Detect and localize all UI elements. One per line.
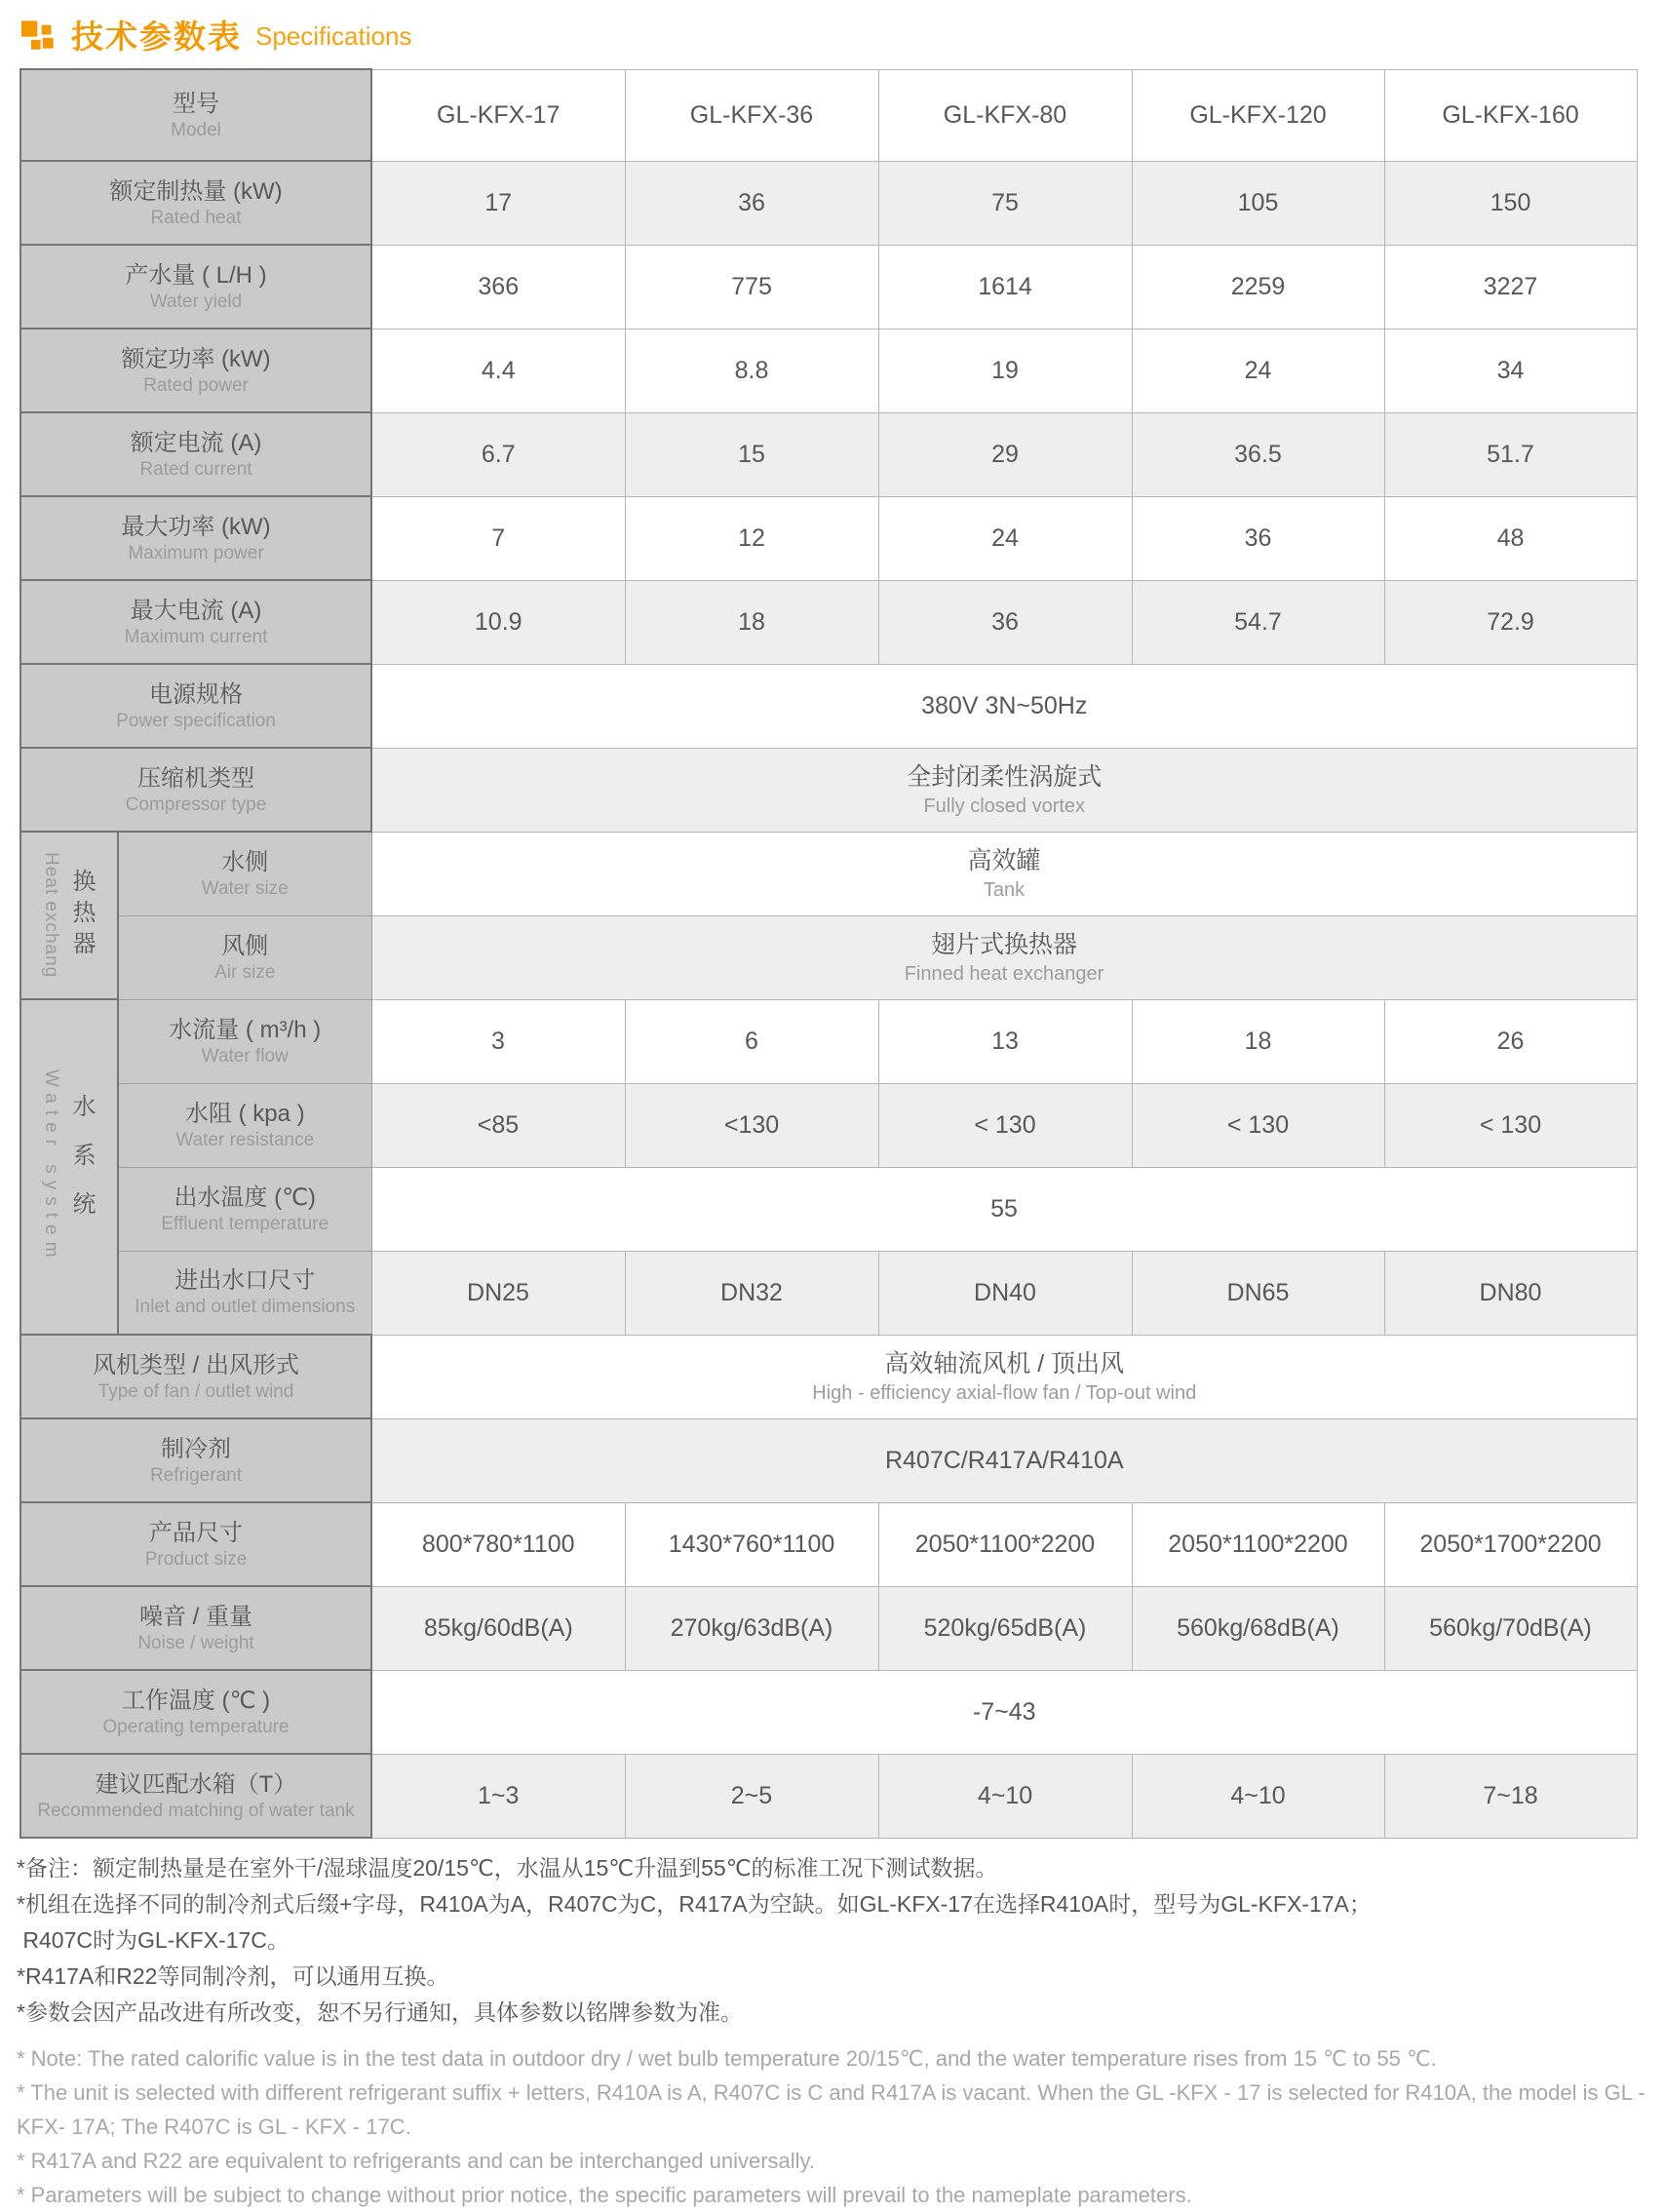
span-value-cn: 55 xyxy=(990,1194,1018,1222)
cell-inlet-outlet-dimensions-col3: DN40 xyxy=(878,1251,1132,1335)
cell-refrigerant-span xyxy=(371,1418,1637,1502)
cell-rated-current-col4: 36.5 xyxy=(1132,412,1384,496)
span-value-cn: 翅片式换热器 xyxy=(930,930,1077,958)
span-value-en: Tank xyxy=(983,878,1026,901)
row-label-water-yield xyxy=(20,245,371,329)
table-row-rated-heat xyxy=(20,161,1637,245)
row-label-inlet-outlet-dimensions xyxy=(118,1251,371,1335)
cell-noise-weight-col3: 520kg/65dB(A) xyxy=(878,1586,1132,1670)
row-label-water-resistance xyxy=(118,1083,371,1167)
cell-water-yield-col2: 775 xyxy=(625,245,878,329)
row-label-en: Recommended matching of water tank xyxy=(37,1800,355,1821)
page-title-cn: 技术参数表 xyxy=(71,18,242,55)
cell-water-flow-col1: 3 xyxy=(371,999,625,1083)
table-row-refrigerant xyxy=(20,1418,1637,1502)
row-label-max-current xyxy=(20,580,371,664)
cell-rated-current-col1: 6.7 xyxy=(371,412,625,496)
row-label-rated-power xyxy=(20,329,371,412)
table-row-rated-power xyxy=(20,329,1637,412)
cell-rated-power-col4: 24 xyxy=(1132,329,1384,412)
cell-model-col1: GL-KFX-17 xyxy=(371,69,625,161)
cell-rated-current-col2: 15 xyxy=(625,412,878,496)
span-value-cn: R407C/R417A/R410A xyxy=(884,1446,1124,1474)
group-cell-water-system xyxy=(20,999,118,1335)
spec-table xyxy=(19,68,1638,1839)
row-label-cn: 额定电流 (A) xyxy=(130,429,262,456)
table-row-compressor-type xyxy=(20,748,1637,832)
cell-model-col4: GL-KFX-120 xyxy=(1132,69,1384,161)
row-label-power-spec xyxy=(20,664,371,748)
cell-noise-weight-col5: 560kg/70dB(A) xyxy=(1384,1586,1637,1670)
cell-max-power-col2: 12 xyxy=(625,496,878,580)
row-label-en: Rated power xyxy=(143,374,249,396)
table-row-max-power xyxy=(20,496,1637,580)
footnote-en-line-2: * The unit is selected with different refrigerant suffix + letters, R410A is A, R407C is C and R417A is vacant. When the GL -KFX - 17 is selected for R410A, the model is GL - KFX- 17A; The R407C is GL - KFX - 17C. xyxy=(17,2080,1651,2139)
row-label-effluent-temperature xyxy=(118,1167,371,1251)
cell-product-size-col2: 1430*760*1100 xyxy=(625,1502,878,1586)
cell-water-resistance-col4: < 130 xyxy=(1132,1083,1384,1167)
cell-model-col3: GL-KFX-80 xyxy=(878,69,1132,161)
group-label-cn: 换热器 xyxy=(68,869,95,962)
cell-recommended-tank-col5: 7~18 xyxy=(1384,1754,1637,1838)
cell-product-size-col4: 2050*1100*2200 xyxy=(1132,1502,1384,1586)
row-label-model xyxy=(20,69,371,161)
cell-water-yield-col4: 2259 xyxy=(1132,245,1384,329)
table-row-effluent-temperature xyxy=(20,1167,1637,1251)
row-label-water-flow xyxy=(118,999,371,1083)
cell-max-power-col4: 36 xyxy=(1132,496,1384,580)
cell-max-current-col1: 10.9 xyxy=(371,580,625,664)
footnote-en-line-1: * Note: The rated calorific value is in the test data in outdoor dry / wet bulb temperature 20/15℃, and the water temperature rises from 15 ℃ to 55 ℃. xyxy=(17,2046,1437,2071)
row-label-en: Compressor type xyxy=(125,794,267,815)
cell-water-yield-col5: 3227 xyxy=(1384,245,1637,329)
footnote-cn-line-3: R407C时为GL-KFX-17C。 xyxy=(17,1927,290,1953)
row-label-cn: 额定功率 (kW) xyxy=(121,345,271,372)
cell-model-col2: GL-KFX-36 xyxy=(625,69,878,161)
row-label-cn: 出水温度 (℃) xyxy=(174,1184,317,1211)
cell-rated-current-col5: 51.7 xyxy=(1384,412,1637,496)
row-label-cn: 电源规格 xyxy=(149,680,243,708)
cell-rated-heat-col5: 150 xyxy=(1384,161,1637,245)
cell-max-current-col4: 54.7 xyxy=(1132,580,1384,664)
cell-water-resistance-col2: <130 xyxy=(625,1083,878,1167)
row-label-en: Refrigerant xyxy=(150,1464,242,1486)
table-row-water-flow xyxy=(20,999,1637,1083)
row-label-en: Type of fan / outlet wind xyxy=(97,1380,294,1402)
table-row-inlet-outlet-dimensions xyxy=(20,1251,1637,1335)
cell-operating-temperature-span xyxy=(371,1670,1637,1754)
row-label-en: Operating temperature xyxy=(102,1716,290,1737)
footnote-cn-line-5: *参数会因产品改进有所改变，恕不另行通知，具体参数以铭牌参数为准。 xyxy=(17,1999,743,2025)
cell-recommended-tank-col3: 4~10 xyxy=(878,1754,1132,1838)
cell-rated-heat-col4: 105 xyxy=(1132,161,1384,245)
cell-air-side-span xyxy=(371,915,1637,999)
row-label-cn: 制冷剂 xyxy=(161,1435,231,1462)
group-label-en: Water system xyxy=(41,1069,61,1264)
table-row-water-yield xyxy=(20,245,1637,329)
span-value-cn: 高效罐 xyxy=(967,846,1041,874)
row-label-rated-heat xyxy=(20,161,371,245)
table-row-recommended-tank xyxy=(20,1754,1637,1838)
footnote-cn-line-4: *R417A和R22等同制冷剂，可以通用互换。 xyxy=(17,1963,449,1989)
cell-water-resistance-col1: <85 xyxy=(371,1083,625,1167)
row-label-en: Product size xyxy=(144,1548,248,1570)
row-label-cn: 水流量 ( m³/h ) xyxy=(169,1016,322,1043)
row-label-en: Maximum power xyxy=(128,542,264,563)
cell-inlet-outlet-dimensions-col2: DN32 xyxy=(625,1251,878,1335)
footnote-en-line-3: * R417A and R22 are equivalent to refrigerants and can be interchanged universally. xyxy=(17,2149,816,2173)
group-label-cn: 水系统 xyxy=(68,1093,95,1240)
table-row-air-side xyxy=(20,915,1637,999)
cell-rated-power-col2: 8.8 xyxy=(625,329,878,412)
cell-max-power-col1: 7 xyxy=(371,496,625,580)
row-label-en: Inlet and outlet dimensions xyxy=(135,1297,356,1318)
footnote-en-line-4: * Parameters will be subject to change without prior notice, the specific parameters will prevail to the nameplate parameters. xyxy=(17,2183,1192,2207)
cell-effluent-temperature-span xyxy=(371,1167,1637,1251)
row-label-operating-temperature xyxy=(20,1670,371,1754)
row-label-compressor-type xyxy=(20,748,371,832)
row-label-fan-type xyxy=(20,1335,371,1418)
span-value-cn: 全封闭柔性涡旋式 xyxy=(907,762,1103,791)
span-value-en: Finned heat exchanger xyxy=(904,962,1104,985)
cell-noise-weight-col4: 560kg/68dB(A) xyxy=(1132,1586,1384,1670)
cell-inlet-outlet-dimensions-col1: DN25 xyxy=(371,1251,625,1335)
cell-noise-weight-col1: 85kg/60dB(A) xyxy=(371,1586,625,1670)
cell-product-size-col1: 800*780*1100 xyxy=(371,1502,625,1586)
table-row-product-size xyxy=(20,1502,1637,1586)
cell-recommended-tank-col1: 1~3 xyxy=(371,1754,625,1838)
cell-max-current-col3: 36 xyxy=(878,580,1132,664)
row-label-cn: 风机类型 / 出风形式 xyxy=(92,1351,299,1378)
table-row-rated-current xyxy=(20,412,1637,496)
footnotes-en xyxy=(17,2041,1665,2212)
table-row-water-resistance xyxy=(20,1083,1637,1167)
mosaic-logo-icon xyxy=(21,17,58,53)
table-row-fan-type xyxy=(20,1335,1637,1418)
page-header xyxy=(0,0,1665,58)
cell-product-size-col3: 2050*1100*2200 xyxy=(878,1502,1132,1586)
row-label-cn: 压缩机类型 xyxy=(137,764,254,792)
row-label-en: Effluent temperature xyxy=(161,1213,329,1234)
row-label-cn: 额定制热量 (kW) xyxy=(109,177,283,205)
row-label-cn: 最大电流 (A) xyxy=(130,597,262,624)
cell-rated-heat-col1: 17 xyxy=(371,161,625,245)
cell-max-power-col3: 24 xyxy=(878,496,1132,580)
row-label-cn: 工作温度 (℃ ) xyxy=(121,1687,271,1714)
row-label-air-side xyxy=(118,915,371,999)
cell-recommended-tank-col4: 4~10 xyxy=(1132,1754,1384,1838)
table-row-water-side xyxy=(20,832,1637,915)
row-label-cn: 水阻 ( kpa ) xyxy=(184,1100,305,1127)
cell-rated-heat-col2: 36 xyxy=(625,161,878,245)
row-label-water-side xyxy=(118,832,371,915)
cell-inlet-outlet-dimensions-col4: DN65 xyxy=(1132,1251,1384,1335)
row-label-max-power xyxy=(20,496,371,580)
table-row-operating-temperature xyxy=(20,1670,1637,1754)
table-row-max-current xyxy=(20,580,1637,664)
cell-model-col5: GL-KFX-160 xyxy=(1384,69,1637,161)
group-cell-heat-exchanger xyxy=(20,832,118,999)
footnote-cn-line-1: *备注：额定制热量是在室外干/湿球温度20/15℃，水温从15℃升温到55℃的标准工况下测试数据。 xyxy=(17,1855,998,1881)
cell-inlet-outlet-dimensions-col5: DN80 xyxy=(1384,1251,1637,1335)
row-label-en: Water yield xyxy=(149,291,243,312)
row-label-cn: 产水量 ( L/H ) xyxy=(125,261,267,289)
table-row-power-spec xyxy=(20,664,1637,748)
cell-max-current-col2: 18 xyxy=(625,580,878,664)
cell-power-spec-span xyxy=(371,664,1637,748)
span-value-en: Fully closed vortex xyxy=(923,795,1086,817)
span-value-en: High - efficiency axial-flow fan / Top-out wind xyxy=(812,1381,1197,1404)
row-label-en: Maximum current xyxy=(124,626,268,647)
row-label-cn: 噪音 / 重量 xyxy=(138,1603,252,1630)
row-label-rated-current xyxy=(20,412,371,496)
cell-rated-power-col5: 34 xyxy=(1384,329,1637,412)
cell-rated-heat-col3: 75 xyxy=(878,161,1132,245)
row-label-refrigerant xyxy=(20,1418,371,1502)
group-label-en: Heat exchang xyxy=(41,852,61,979)
footnotes-cn xyxy=(17,1850,1665,2031)
page-title-en: Specifications xyxy=(255,20,412,51)
row-label-en: Rated heat xyxy=(150,207,242,228)
cell-max-power-col5: 48 xyxy=(1384,496,1637,580)
cell-water-resistance-col5: < 130 xyxy=(1384,1083,1637,1167)
cell-rated-power-col3: 19 xyxy=(878,329,1132,412)
row-label-cn: 风侧 xyxy=(221,932,269,959)
cell-water-flow-col2: 6 xyxy=(625,999,878,1083)
cell-compressor-type-span xyxy=(371,748,1637,832)
cell-water-flow-col4: 18 xyxy=(1132,999,1384,1083)
row-label-en: Model xyxy=(171,119,221,140)
row-label-en: Noise / weight xyxy=(137,1632,254,1653)
cell-fan-type-span xyxy=(371,1335,1637,1418)
cell-rated-current-col3: 29 xyxy=(878,412,1132,496)
span-value-cn: 高效轴流风机 / 顶出风 xyxy=(884,1349,1125,1378)
row-label-en: Power specification xyxy=(116,710,276,731)
table-row-model xyxy=(20,69,1637,161)
row-label-cn: 型号 xyxy=(173,90,219,117)
row-label-cn: 进出水口尺寸 xyxy=(174,1267,316,1295)
cell-recommended-tank-col2: 2~5 xyxy=(625,1754,878,1838)
row-label-noise-weight xyxy=(20,1586,371,1670)
cell-rated-power-col1: 4.4 xyxy=(371,329,625,412)
table-row-noise-weight xyxy=(20,1586,1637,1670)
row-label-en: Water resistance xyxy=(175,1129,315,1150)
row-label-en: Rated current xyxy=(139,458,252,480)
cell-water-flow-col3: 13 xyxy=(878,999,1132,1083)
row-label-recommended-tank xyxy=(20,1754,371,1838)
row-label-en: Air size xyxy=(214,961,276,983)
span-value-cn: 380V 3N~50Hz xyxy=(921,691,1088,719)
row-label-cn: 建议匹配水箱（T） xyxy=(95,1770,297,1798)
cell-water-yield-col1: 366 xyxy=(371,245,625,329)
row-label-cn: 产品尺寸 xyxy=(149,1519,243,1546)
row-label-product-size xyxy=(20,1502,371,1586)
row-label-cn: 最大功率 (kW) xyxy=(121,513,271,540)
cell-water-flow-col5: 26 xyxy=(1384,999,1637,1083)
row-label-en: Water flow xyxy=(201,1045,289,1067)
cell-max-current-col5: 72.9 xyxy=(1384,580,1637,664)
cell-water-yield-col3: 1614 xyxy=(878,245,1132,329)
cell-product-size-col5: 2050*1700*2200 xyxy=(1384,1502,1637,1586)
row-label-cn: 水侧 xyxy=(221,848,269,875)
row-label-en: Water size xyxy=(201,877,289,899)
cell-noise-weight-col2: 270kg/63dB(A) xyxy=(625,1586,878,1670)
span-value-cn: -7~43 xyxy=(972,1697,1036,1726)
cell-water-side-span xyxy=(371,832,1637,915)
footnote-cn-line-2: *机组在选择不同的制冷剂式后缀+字母，R410A为A，R407C为C，R417A为空缺。如GL-KFX-17在选择R410A时，型号为GL-KFX-17A； xyxy=(17,1891,1372,1917)
cell-water-resistance-col3: < 130 xyxy=(878,1083,1132,1167)
